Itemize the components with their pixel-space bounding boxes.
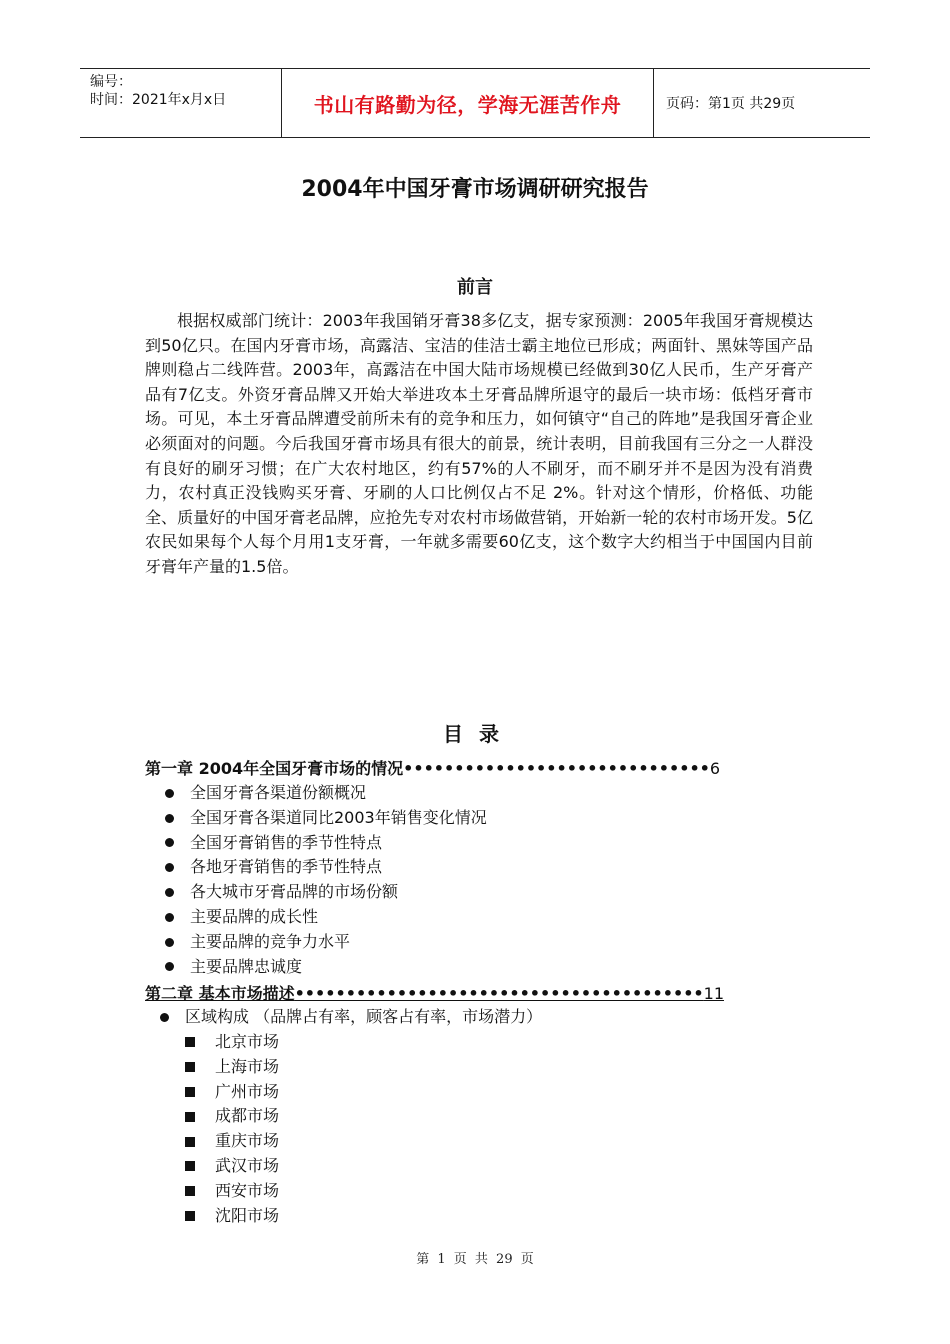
list-item: 主要品牌忠诚度 (165, 955, 487, 980)
bullet-square-icon (185, 1137, 195, 1147)
bullet-square-icon (185, 1112, 195, 1122)
document-title: 2004年中国牙膏市场调研研究报告 (301, 177, 649, 202)
toc-heading: 目录 (443, 722, 515, 746)
list-item: 沈阳市场 (185, 1204, 279, 1229)
bullet-dot-icon (165, 814, 174, 823)
list-item: 主要品牌的竞争力水平 (165, 930, 487, 955)
toc-chapter-2-title: 第二章 基本市场描述 (145, 984, 295, 1003)
document-header-table (80, 68, 870, 138)
list-item: 主要品牌的成长性 (165, 905, 487, 930)
list-item: 全国牙膏各渠道同比2003年销售变化情况 (165, 806, 487, 831)
header-page-label: 页码：第1页 共29页 (666, 96, 796, 112)
preface-body: 根据权威部门统计：2003年我国销牙膏38多亿支，据专家预测：2005年我国牙膏规模达到50亿只。在国内牙膏市场，高露洁、宝洁的佳洁士霸主地位已形成；两面针、黑妹等国产品牌则稳占二线阵营。2003年，高露洁在中国大陆市场规模已经做到30亿人民币，生产牙膏产品有7亿支。外资牙膏品牌又开始大举进攻本土牙膏品牌所退守的最后一块市场：低档牙膏市场。可见，本土牙膏品牌遭受前所未有的竞争和压力，如何镇守“自己的阵地”是我国牙膏企业必须面对的问题。今后我国牙膏市场具有很大的前景，统计表明，目前我国有三分之一人群没有良好的刷牙习惯；在广大农村地区，约有57%的人不刷牙，而不刷牙并不是因为没有消费力，农村真正没钱购买牙膏、牙刷的人口比例仅占不足 2%。针对这个情形，价格低、功能全、质量好的中国牙膏老品牌，应抢先专对农村市场做营销，开始新一轮的农村市场开发。5亿农民如果每个人每个月用1支牙膏，一年就多需要60亿支，这个数字大约相当于中国国内目前牙膏年产量的1.5倍。 (145, 311, 813, 576)
document-date-label: 时间：2021年x月x日 (90, 92, 227, 108)
list-item: 各地牙膏销售的季节性特点 (165, 855, 487, 880)
toc-chapter-2-page: 11 (703, 984, 724, 1003)
list-item: 武汉市场 (185, 1154, 279, 1179)
toc-chapter-2-city-list (185, 1030, 279, 1228)
toc-chapter-2[interactable] (145, 982, 724, 1006)
toc-chapter-2-region-list (160, 1005, 542, 1030)
bullet-dot-icon (165, 938, 174, 947)
header-motto: 书山有路勤为径，学海无涯苦作舟 (282, 69, 654, 137)
list-item: 全国牙膏销售的季节性特点 (165, 831, 487, 856)
list-item: 全国牙膏各渠道份额概况 (165, 781, 487, 806)
list-item: 成都市场 (185, 1104, 279, 1129)
list-item: 各大城市牙膏品牌的市场份额 (165, 880, 487, 905)
bullet-square-icon (185, 1186, 195, 1196)
toc-chapter-1[interactable] (145, 757, 720, 781)
bullet-dot-icon (165, 962, 174, 971)
toc-chapter-1-leader: •••••••••••••••••••••••••••••• (403, 759, 710, 778)
bullet-square-icon (185, 1037, 195, 1047)
list-item: 重庆市场 (185, 1129, 279, 1154)
list-item: 北京市场 (185, 1030, 279, 1055)
toc-chapter-1-list (165, 781, 487, 979)
document-number-label: 编号： (90, 74, 132, 90)
toc-chapter-1-title: 第一章 2004年全国牙膏市场的情况 (145, 759, 404, 778)
bullet-dot-icon (165, 789, 174, 798)
toc-chapter-2-leader: •••••••••••••••••••••••••••••••••••••••• (294, 984, 704, 1003)
bullet-dot-icon (165, 863, 174, 872)
page-footer: 第 1 页 共 29 页 (416, 1252, 534, 1267)
list-item: 西安市场 (185, 1179, 279, 1204)
list-item: 广州市场 (185, 1080, 279, 1105)
preface-heading: 前言 (457, 277, 493, 298)
toc-chapter-1-page: 6 (709, 759, 721, 778)
bullet-dot-icon (165, 838, 174, 847)
list-item: 上海市场 (185, 1055, 279, 1080)
bullet-square-icon (185, 1087, 195, 1097)
bullet-square-icon (185, 1211, 195, 1221)
bullet-square-icon (185, 1161, 195, 1171)
list-item: 区域构成 （品牌占有率，顾客占有率，市场潜力） (160, 1005, 542, 1030)
bullet-dot-icon (165, 913, 174, 922)
bullet-dot-icon (160, 1013, 169, 1022)
bullet-square-icon (185, 1062, 195, 1072)
header-meta-cell (80, 69, 282, 137)
bullet-dot-icon (165, 888, 174, 897)
